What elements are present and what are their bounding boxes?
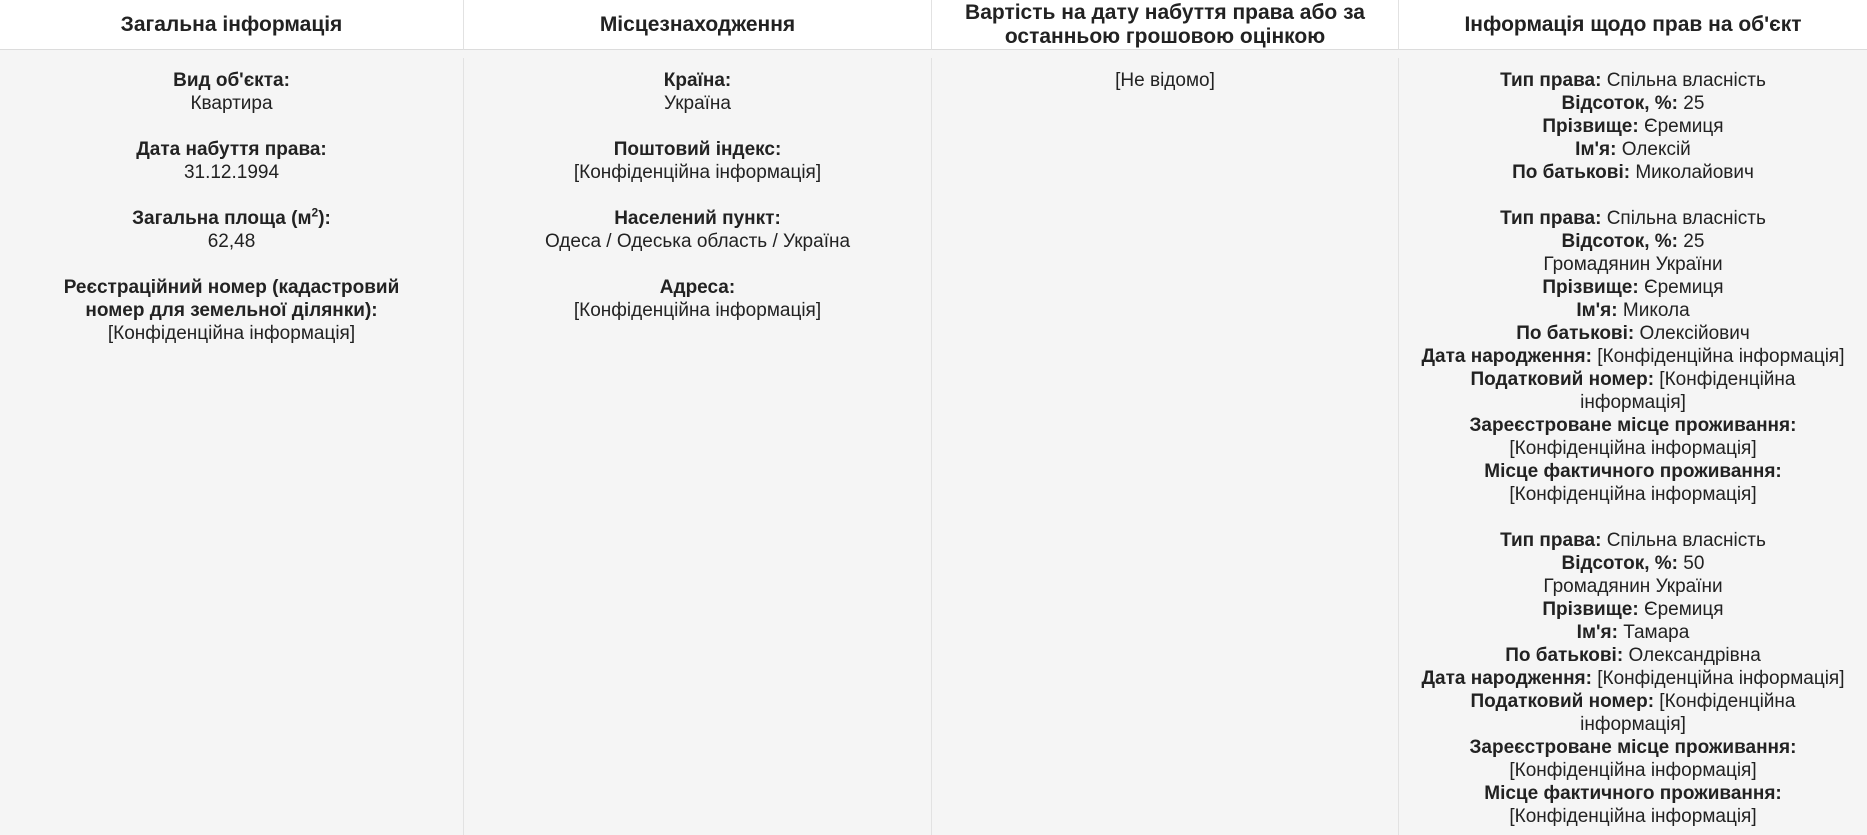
name-value: Тамара [1623, 621, 1690, 643]
owner-block [1399, 207, 1867, 506]
locality-field [464, 207, 931, 253]
percent-label: Відсоток, %: [1561, 552, 1679, 574]
value-amount: [Не відомо] [1115, 69, 1215, 91]
owner-percent [1399, 552, 1867, 575]
owner-reg-place [1399, 414, 1867, 460]
country-label: Країна: [663, 69, 732, 91]
tax-label: Податковий номер: [1470, 368, 1655, 390]
header-value-label: Вартість на дату набуття права або за останньою грошовою оцінкою [965, 0, 1365, 48]
header-location [464, 0, 932, 50]
reg-place-value: [Конфіденційна інформація] [1509, 759, 1757, 781]
header-general [0, 0, 464, 50]
owner-patronymic [1399, 161, 1867, 184]
general-cell [0, 58, 464, 835]
acquire-date-field [0, 138, 463, 184]
owner-right-type [1399, 529, 1867, 552]
area-field [0, 207, 463, 253]
actual-place-value: [Конфіденційна інформація] [1509, 483, 1757, 505]
reg-number-value: [Конфіденційна інформація] [107, 322, 356, 344]
header-rights [1399, 0, 1867, 50]
birth-value: [Конфіденційна інформація] [1597, 667, 1845, 689]
tax-label: Податковий номер: [1470, 690, 1655, 712]
header-rights-label: Інформація щодо прав на об'єкт [1464, 12, 1802, 36]
country-field [464, 69, 931, 115]
area-label-sup: 2 [311, 205, 319, 220]
owner-name [1399, 138, 1867, 161]
right-type-value: Спільна власність [1606, 69, 1766, 91]
actual-place-label: Місце фактичного проживання: [1484, 782, 1782, 804]
area-label-suffix: ): [318, 207, 331, 229]
birth-label: Дата народження: [1421, 667, 1592, 689]
actual-place-value: [Конфіденційна інформація] [1509, 805, 1757, 827]
patronymic-value: Миколайович [1635, 161, 1754, 183]
postal-label: Поштовий індекс: [613, 138, 782, 160]
surname-label: Прізвище: [1542, 115, 1639, 137]
patronymic-label: По батькові: [1516, 322, 1635, 344]
owner-name [1399, 621, 1867, 644]
owner-surname [1399, 598, 1867, 621]
area-label-text: Загальна площа (м [132, 207, 312, 229]
owner-reg-place [1399, 736, 1867, 782]
header-location-label: Місцезнаходження [599, 12, 796, 36]
owner-surname [1399, 276, 1867, 299]
tax-value: [Конфіденційна інформація] [1580, 368, 1796, 413]
object-type-field [0, 69, 463, 115]
acquire-date-label: Дата набуття права: [136, 138, 327, 160]
value-cell [932, 58, 1399, 835]
owner-actual-place [1399, 460, 1867, 506]
owner-patronymic [1399, 644, 1867, 667]
owner-block [1399, 529, 1867, 828]
rights-cell [1399, 58, 1867, 835]
owner-block [1399, 69, 1867, 184]
owner-name [1399, 299, 1867, 322]
locality-label: Населений пункт: [614, 207, 781, 229]
percent-value: 25 [1683, 230, 1705, 252]
right-type-value: Спільна власність [1606, 529, 1766, 551]
owner-citizenship: Громадянин України [1543, 253, 1723, 275]
name-label: Ім'я: [1576, 299, 1618, 321]
percent-label: Відсоток, %: [1561, 92, 1679, 114]
country-value: Україна [663, 92, 731, 114]
actual-place-label: Місце фактичного проживання: [1484, 460, 1782, 482]
locality-value: Одеса / Одеська область / Україна [544, 230, 851, 252]
name-value: Микола [1622, 299, 1690, 321]
right-type-label: Тип права: [1500, 69, 1602, 91]
owner-birth [1399, 345, 1867, 368]
owner-right-type [1399, 69, 1867, 92]
birth-label: Дата народження: [1421, 345, 1592, 367]
percent-value: 50 [1683, 552, 1705, 574]
reg-place-value: [Конфіденційна інформація] [1509, 437, 1757, 459]
name-value: Олексій [1621, 138, 1691, 160]
tax-value: [Конфіденційна інформація] [1580, 690, 1796, 735]
object-type-value: Квартира [190, 92, 273, 114]
patronymic-value: Олексійович [1639, 322, 1750, 344]
surname-label: Прізвище: [1542, 276, 1639, 298]
reg-number-label: Реєстраційний номер (кадастровий номер для земельної ділянки): [63, 276, 400, 321]
name-label: Ім'я: [1576, 621, 1618, 643]
owner-surname [1399, 115, 1867, 138]
right-type-value: Спільна власність [1606, 207, 1766, 229]
percent-value: 25 [1683, 92, 1705, 114]
owner-percent [1399, 92, 1867, 115]
patronymic-label: По батькові: [1505, 644, 1624, 666]
area-value: 62,48 [207, 230, 256, 252]
owner-patronymic [1399, 322, 1867, 345]
surname-value: Єремиця [1643, 598, 1724, 620]
right-type-label: Тип права: [1500, 207, 1602, 229]
postal-field [464, 138, 931, 184]
reg-place-label: Зареєстроване місце проживання: [1469, 414, 1797, 436]
address-label: Адреса: [659, 276, 736, 298]
surname-value: Єремиця [1643, 276, 1724, 298]
area-label [0, 207, 463, 230]
acquire-date-value: 31.12.1994 [183, 161, 280, 183]
reg-place-label: Зареєстроване місце проживання: [1469, 736, 1797, 758]
owner-birth [1399, 667, 1867, 690]
birth-value: [Конфіденційна інформація] [1597, 345, 1845, 367]
address-value: [Конфіденційна інформація] [573, 299, 822, 321]
right-type-label: Тип права: [1500, 529, 1602, 551]
owner-percent [1399, 230, 1867, 253]
reg-number-field [0, 276, 463, 345]
patronymic-value: Олександрівна [1628, 644, 1761, 666]
percent-label: Відсоток, %: [1561, 230, 1679, 252]
header-general-label: Загальна інформація [120, 12, 343, 36]
surname-value: Єремиця [1643, 115, 1724, 137]
header-value [932, 0, 1399, 50]
location-cell [464, 58, 932, 835]
object-type-label: Вид об'єкта: [173, 69, 290, 91]
surname-label: Прізвище: [1542, 598, 1639, 620]
owner-right-type [1399, 207, 1867, 230]
postal-value: [Конфіденційна інформація] [573, 161, 822, 183]
address-field [464, 276, 931, 322]
owner-tax [1399, 690, 1867, 736]
owner-citizenship: Громадянин України [1543, 575, 1723, 597]
owner-tax [1399, 368, 1867, 414]
patronymic-label: По батькові: [1512, 161, 1631, 183]
owner-actual-place [1399, 782, 1867, 828]
name-label: Ім'я: [1575, 138, 1617, 160]
